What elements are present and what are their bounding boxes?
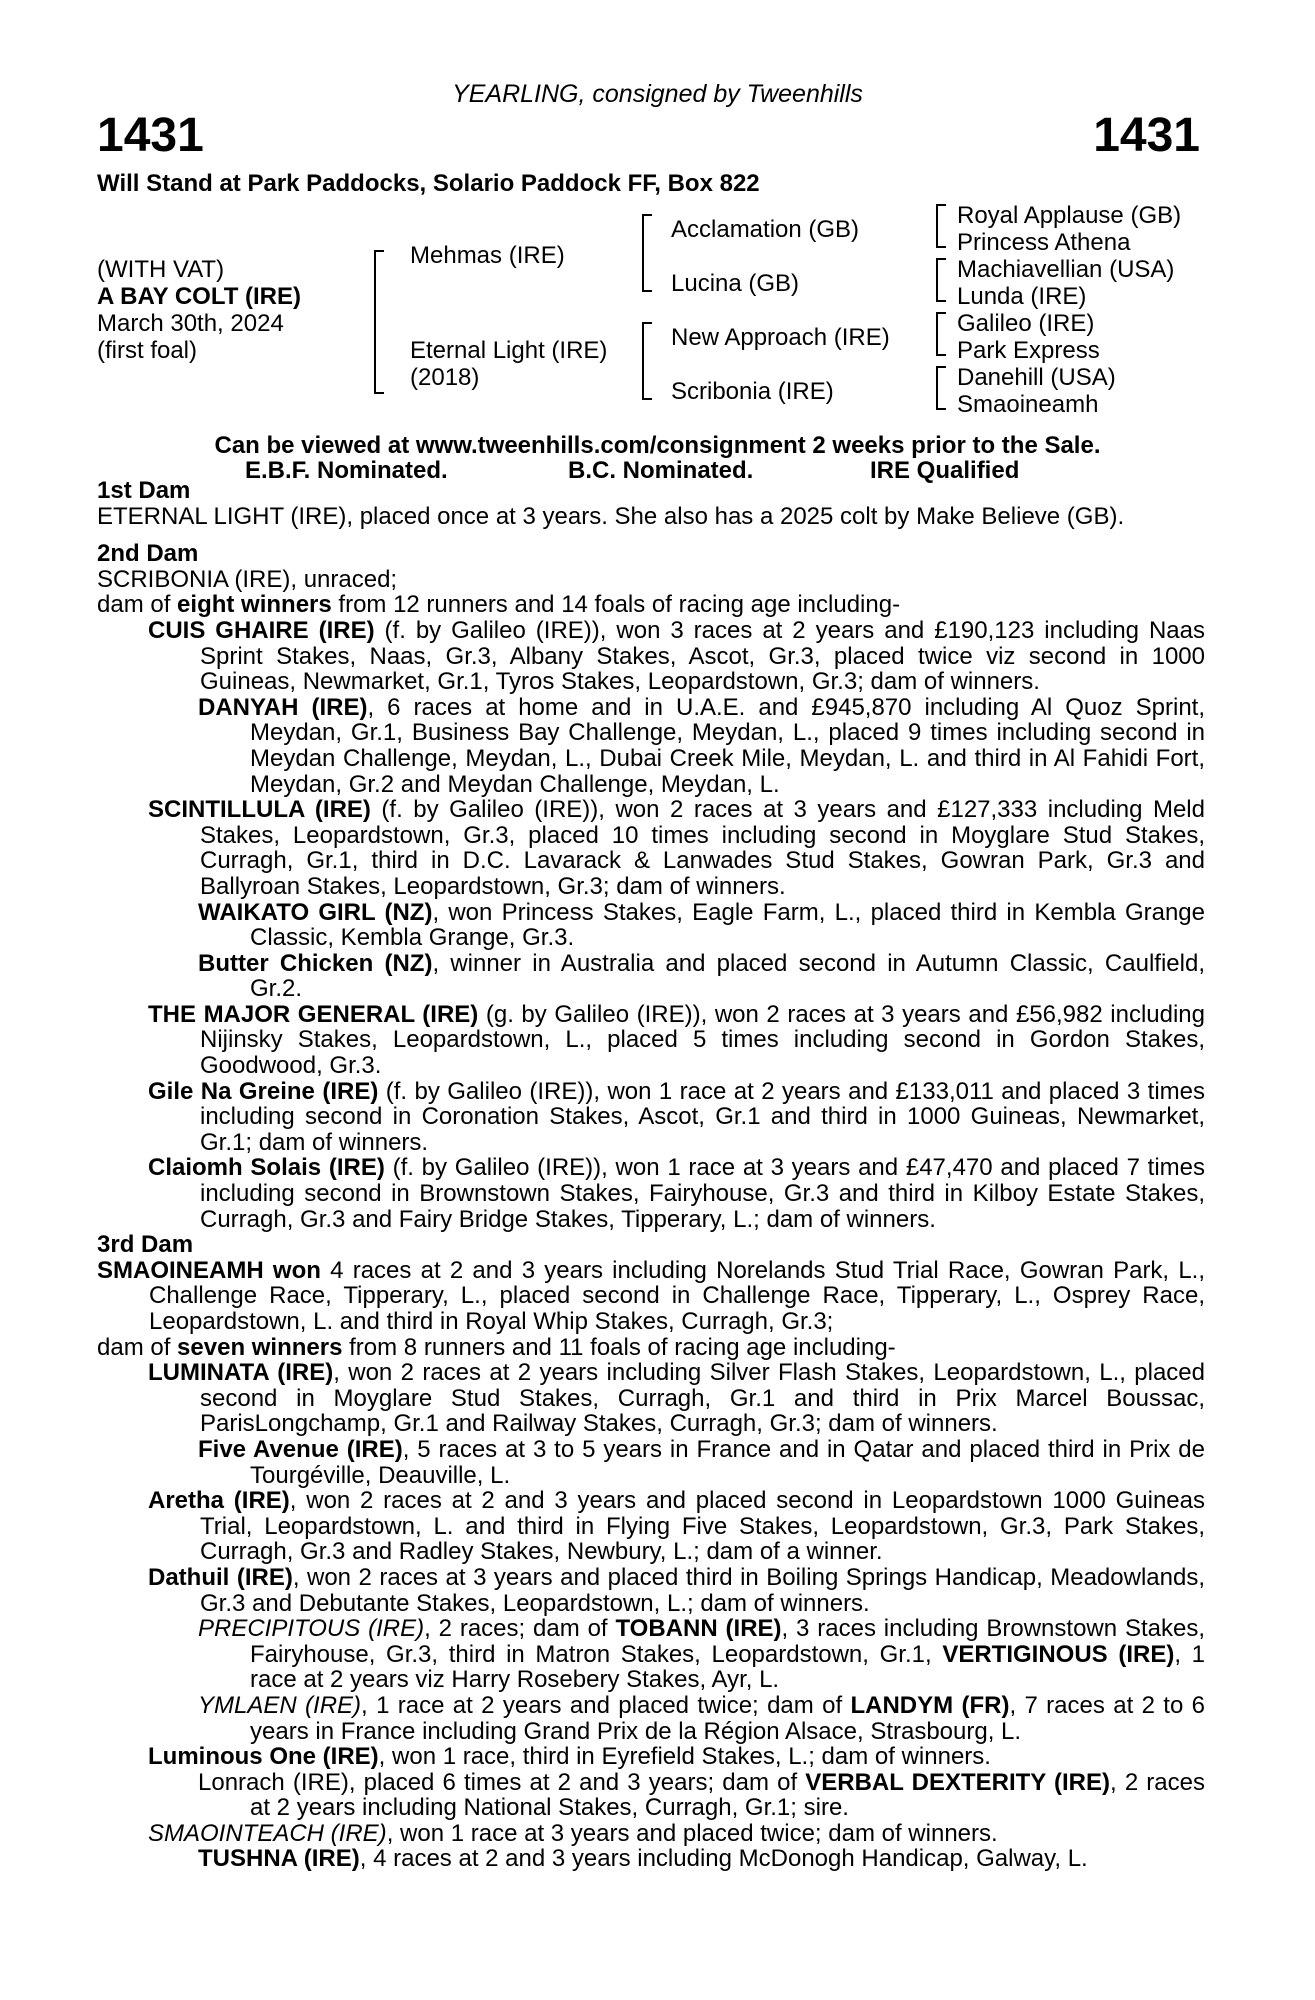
sd-sire: Machiavellian (USA) — [957, 256, 1175, 283]
progeny-entry: Gile Na Greine (IRE) (f. by Galileo (IRE)), won 1 race at 2 years and £133,011 and placed 3 times including second in Coronation Stakes, Ascot, Gr.1 and third in 1000 Guineas, Newmarket, Gr.1; dam of winners. — [148, 1077, 1206, 1156]
dd-brace — [936, 366, 946, 410]
progeny-entry: THE MAJOR GENERAL (IRE) (g. by Galileo (IRE)), won 2 races at 3 years and £56,982 including Nijinsky Stakes, Leopardstown, L., placed 5 times including second in Gordon Stakes, Goodwood, Gr.3. — [148, 1000, 1206, 1080]
progeny-entry: Five Avenue (IRE), 5 races at 3 to 5 years in France and in Qatar and placed third in Prix de Tourgéville, Deauville, L. — [198, 1435, 1206, 1489]
third-dam-heading: 3rd Dam — [97, 1231, 194, 1259]
first-dam-heading: 1st Dam — [97, 477, 191, 504]
first-dam-text: ETERNAL LIGHT (IRE), placed once at 3 years. She also has a 2025 colt by Make Believe (GB). — [97, 502, 1125, 530]
ire-qualified: IRE Qualified — [870, 457, 1020, 484]
catalogue-body — [97, 478, 1205, 1872]
progeny-entry: YMLAEN (IRE), 1 race at 2 years and placed twice; dam of LANDYM (FR), 7 races at 2 to 6 years in France including Grand Prix de la Région Alsace, Strasbourg, L. — [198, 1691, 1206, 1745]
progeny-entry: TUSHNA (IRE), 4 races at 2 and 3 years including McDonogh Handicap, Galway, L. — [198, 1845, 1088, 1873]
ebf-nominated: E.B.F. Nominated. — [245, 457, 448, 484]
second-dam-heading: 2nd Dam — [97, 540, 199, 568]
second-dam-name: SCRIBONIA (IRE), unraced; — [97, 565, 398, 593]
viewing-note: Can be viewed at www.tweenhills.com/consignment 2 weeks prior to the Sale. — [214, 432, 1101, 459]
sire: Mehmas (IRE) — [410, 242, 565, 269]
progeny-entry: SCINTILLULA (IRE) (f. by Galileo (IRE)), won 2 races at 3 years and £127,333 including Meld Stakes, Leopardstown, Gr.3, placed 10 times including second in Moyglare Stud Stakes, Curragh, Gr.1, third in D.C. Lavarack & Lanwades Stud Stakes, Gowran Park, Gr.3 and Ballyroan Stakes, Leopardstown, Gr.3; dam of winners. — [148, 796, 1205, 900]
ds-sire: Galileo (IRE) — [957, 310, 1095, 337]
progeny-entry: PRECIPITOUS (IRE), 2 races; dam of TOBANN (IRE), 3 races including Brownstown Stakes, Fairyhouse, Gr.3, third in Matron Stakes, Leopardstown, Gr.1, VERTIGINOUS (IRE), 1 race at 2 years viz Harry Rosebery Stakes, Ayr, L. — [198, 1615, 1206, 1694]
bc-nominated: B.C. Nominated. — [568, 457, 754, 484]
second-dam-summary: dam of eight winners from 12 runners and 14 foals of racing age including- — [97, 591, 901, 619]
stand-location: Will Stand at Park Paddocks, Solario Paddock FF, Box 822 — [97, 170, 760, 197]
sale-subtitle: YEARLING, consigned by Tweenhills — [452, 80, 863, 108]
dam: Eternal Light (IRE) — [410, 337, 608, 364]
ss-dam: Princess Athena — [957, 229, 1131, 256]
dd-dam: Smaoineamh — [957, 391, 1099, 418]
horse-dob: March 30th, 2024 — [97, 310, 284, 337]
dam-dam: Scribonia (IRE) — [671, 378, 834, 405]
pedigree-brace — [374, 250, 384, 394]
sire-brace — [642, 214, 652, 292]
progeny-entry: LUMINATA (IRE), won 2 races at 2 years including Silver Flash Stakes, Leopardstown, L., placed second in Moyglare Stud Stakes, Curragh, Gr.1 and third in Prix Marcel Boussac, ParisLongchamp, Gr.1 and Railway Stakes, Curragh, Gr.3; dam of winners. — [148, 1359, 1205, 1438]
ds-brace — [936, 312, 946, 356]
sd-dam: Lunda (IRE) — [957, 283, 1087, 310]
dam-brace — [642, 322, 652, 400]
ss-brace — [936, 204, 946, 248]
third-dam-summary: dam of seven winners from 8 runners and 11 foals of racing age including- — [97, 1333, 896, 1361]
progeny-entry: Lonrach (IRE), placed 6 times at 2 and 3 years; dam of VERBAL DEXTERITY (IRE), 2 races at 2 years including National Stakes, Curragh, Gr.1; sire. — [198, 1768, 1205, 1822]
sire-dam: Lucina (GB) — [671, 270, 800, 297]
lot-number-right: 1431 — [1093, 109, 1200, 162]
ss-sire: Royal Applause (GB) — [957, 202, 1182, 229]
dd-sire: Danehill (USA) — [957, 364, 1116, 391]
dam-year: (2018) — [410, 364, 480, 391]
progeny-entry: Luminous One (IRE), won 1 race, third in Eyrefield Stakes, L.; dam of winners. — [148, 1743, 991, 1771]
ds-dam: Park Express — [957, 337, 1100, 364]
progeny-entry: Claiomh Solais (IRE) (f. by Galileo (IRE)), won 1 race at 3 years and £47,470 and placed 7 times including second in Brownstown Stakes, Fairyhouse, Gr.3 and third in Kilboy Estate Stakes, Curragh, Gr.3 and Fairy Bridge Stakes, Tipperary, L.; dam of winners. — [148, 1154, 1205, 1233]
progeny-entry: Aretha (IRE), won 2 races at 2 and 3 years and placed second in Leopardstown 1000 Guineas Trial, Leopardstown, L. and third in Flying Five Stakes, Leopardstown, Gr.3, Park Stakes, Curragh, Gr.3 and Radley Stakes, Newbury, L.; dam of a winner. — [148, 1487, 1205, 1566]
progeny-entry: WAIKATO GIRL (NZ), won Princess Stakes, Eagle Farm, L., placed third in Kembla Grange Classic, Kembla Grange, Gr.3. — [198, 898, 1206, 952]
progeny-entry: CUIS GHAIRE (IRE) (f. by Galileo (IRE)), won 3 races at 2 years and £190,123 including Naas Sprint Stakes, Naas, Gr.3, Albany Stakes, Ascot, Gr.3, placed twice viz second in 1000 Guineas, Newmarket, Gr.1, Tyros Stakes, Leopardstown, Gr.3; dam of winners. — [148, 616, 1206, 696]
lot-number-left: 1431 — [97, 109, 204, 162]
horse-note: (first foal) — [97, 337, 198, 364]
third-dam-name: SMAOINEAMH won 4 races at 2 and 3 years including Norelands Stud Trial Race, Gowran Park, L., Challenge Race, Tipperary, L., placed second in Challenge Race, Tipperary, L., Osprey Race, Leopardstown, L. and third in Royal Whip Stakes, Curragh, Gr.3; — [97, 1256, 1206, 1335]
horse-vat: (WITH VAT) — [97, 256, 225, 283]
sd-brace — [936, 258, 946, 302]
sire-sire: Acclamation (GB) — [671, 216, 860, 243]
progeny-entry: DANYAH (IRE), 6 races at home and in U.A.E. and £945,870 including Al Quoz Sprint, Meydan, Gr.1, Business Bay Challenge, Meydan, L., placed 9 times including second in Meydan Challenge, Meydan, L., Dubai Creek Mile, Meydan, L. and third in Al Fahidi Fort, Meydan, Gr.2 and Meydan Challenge, Meydan, L. — [198, 693, 1205, 798]
progeny-entry: Butter Chicken (NZ), winner in Australia and placed second in Autumn Classic, Caulfield, Gr.2. — [198, 949, 1205, 1003]
progeny-entry: SMAOINTEACH (IRE), won 1 race at 3 years and placed twice; dam of winners. — [148, 1819, 998, 1847]
dam-sire: New Approach (IRE) — [671, 324, 890, 351]
horse-name: A BAY COLT (IRE) — [97, 283, 302, 310]
progeny-entry: Dathuil (IRE), won 2 races at 3 years and placed third in Boiling Springs Handicap, Meadowlands, Gr.3 and Debutante Stakes, Leopardstown, L.; dam of winners. — [148, 1563, 1205, 1617]
